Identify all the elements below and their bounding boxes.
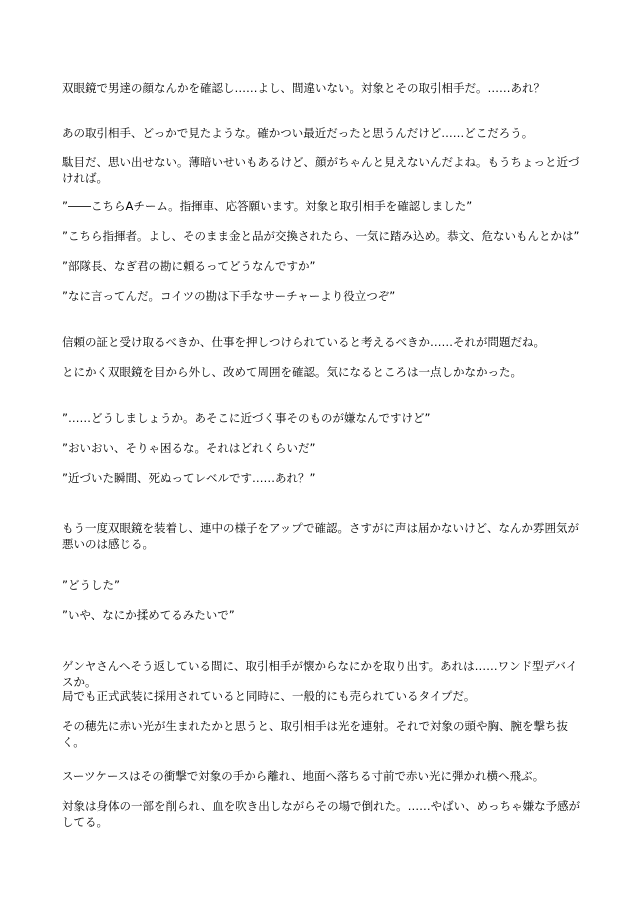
paragraph-16: ゲンヤさんへそう返している間に、取引相手が懐からなにかを取り出す。あれは……ワンド型デバイスか。	[62, 659, 578, 689]
paragraph-9: とにかく双眼鏡を目から外し、改めて周囲を確認。気になるところは一点しかなかった。	[62, 365, 522, 379]
paragraph-13: もう一度双眼鏡を装着し、連中の様子をアップで確認。さすがに声は届かないけど、なんか雰囲気が悪いのは感じる。	[62, 521, 580, 551]
paragraph-2: あの取引相手、どっかで見たような。確かつい最近だったと思うんだけど……どこだろう。	[62, 126, 534, 140]
paragraph-4: ”――こちらAチーム。指揮車、応答願います。対象と取引相手を確認しました”	[62, 199, 473, 213]
paragraph-15: ”いや、なにか揉めてるみたいで”	[62, 608, 235, 622]
paragraph-12: ”近づいた瞬間、死ぬってレベルです……あれ？”	[62, 471, 316, 485]
paragraph-6: ”部隊長、なぎ君の勘に頼るってどうなんですか”	[62, 259, 316, 273]
paragraph-14: ”どうした”	[62, 578, 120, 592]
paragraph-20: 対象は身体の一部を削られ、血を吹き出しながらその場で倒れた。……やばい、めっちゃ嫌な予感がしてる。	[62, 799, 581, 829]
paragraph-7: ”なに言ってんだ。コイツの勘は下手なサーチャーより役立つぞ”	[62, 289, 396, 303]
paragraph-19: スーツケースはその衝撃で対象の手から離れ、地面へ落ちる寸前で赤い光に弾かれ横へ飛ぶ。	[62, 769, 545, 783]
paragraph-18: その穂先に赤い光が生まれたかと思うと、取引相手は光を連射。それで対象の頭や胸、腕を撃ち抜く。	[62, 719, 568, 749]
paragraph-3: 駄目だ、思い出せない。薄暗いせいもあるけど、顔がちゃんと見えないんだよね。もうちょっと近づければ。	[62, 155, 580, 185]
paragraph-8: 信頼の証と受け取るべきか、仕事を押しつけられていると考えるべきか……それが問題だね。	[62, 335, 545, 349]
paragraph-11: ”おいおい、そりゃ困るな。それはどれくらいだ”	[62, 441, 316, 455]
paragraph-10: ”……どうしましょうか。あそこに近づく事そのものが嫌なんですけど”	[62, 411, 431, 425]
paragraph-5: ”こちら指揮者。よし、そのまま金と品が交換されたら、一気に踏み込め。恭文、危ないもんとかは”	[62, 229, 580, 243]
paragraph-17: 局でも正式武装に採用されていると同時に、一般的にも売られているタイプだ。	[62, 689, 476, 703]
paragraph-1: 双眼鏡で男達の顔なんかを確認し……よし、間違いない。対象とその取引相手だ。……あれ？	[62, 81, 545, 95]
